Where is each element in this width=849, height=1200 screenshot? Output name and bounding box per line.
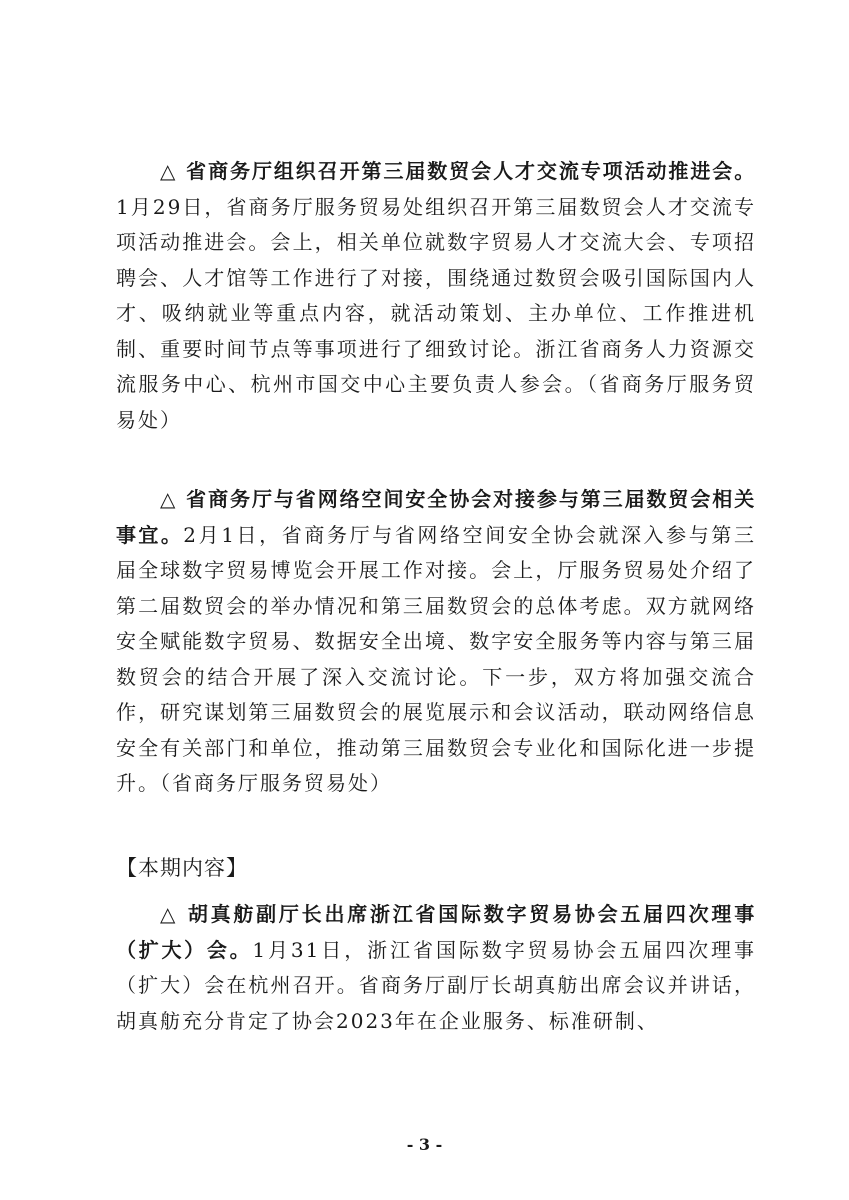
news-item-title: △ 省商务厅与省网络空间安全协会对接参与第三届数贸会相关事宜。 bbox=[116, 487, 756, 547]
news-item-title: △ 胡真舫副厅长出席浙江省国际数字贸易协会五届四次理事（扩大）会。 bbox=[116, 902, 756, 962]
news-item-cyber-security bbox=[116, 482, 756, 802]
news-item-association-meeting bbox=[116, 897, 756, 1039]
section-heading: 【本期内容】 bbox=[116, 856, 248, 880]
news-item-body: 1月29日，省商务厅服务贸易处组织召开第三届数贸会人才交流专项活动推进会。会上，相关单位就数字贸易人才交流大会、专项招聘会、人才馆等工作进行了对接，围绕通过数贸会吸引国际国内人才、吸纳就业等重点内容，就活动策划、主办单位、工作推进机制、重要时间节点等事项进行了细致讨论。浙江省商务人力资源交流服务中心、杭州市国交中心主要负责人参会。（省商务厅服务贸易处） bbox=[116, 194, 756, 432]
news-item-body: 2月1日，省商务厅与省网络空间安全协会就深入参与第三届全球数字贸易博览会开展工作对接。会上，厅服务贸易处介绍了第二届数贸会的举办情况和第三届数贸会的总体考虑。双方就网络安全赋能数字贸易、数据安全出境、数字安全服务等内容与第三届数贸会的结合开展了深入交流讨论。下一步，双方将加强交流合作，研究谋划第三届数贸会的展览展示和会议活动，联动网络信息安全有关部门和单位，推动第三届数贸会专业化和国际化进一步提升。（省商务厅服务贸易处） bbox=[116, 522, 757, 795]
news-item-title: △ 省商务厅组织召开第三届数贸会人才交流专项活动推进会。 bbox=[160, 159, 756, 183]
news-item-body: 1月31日，浙江省国际数字贸易协会五届四次理事（扩大）会在杭州召开。省商务厅副厅长胡真舫出席会议并讲话，胡真舫充分肯定了协会2023年在企业服务、标准研制、 bbox=[116, 937, 756, 1033]
news-item-trade-fair-talent bbox=[116, 154, 756, 438]
page-number: - 3 - bbox=[406, 1135, 443, 1154]
